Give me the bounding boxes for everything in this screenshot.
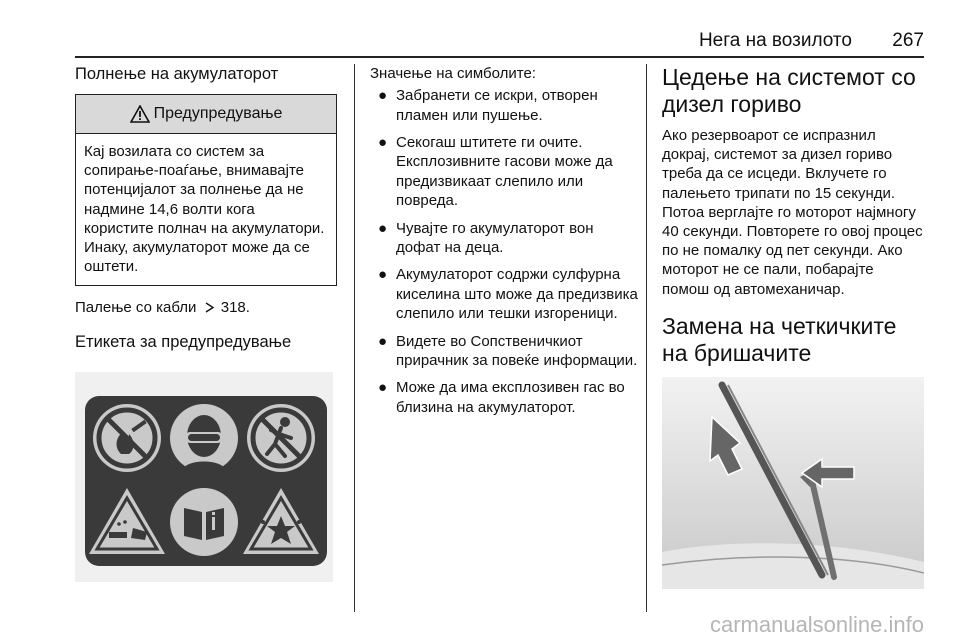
list-item: ● Акумулаторот содржи сулфурна киселина што може да предизвика слепило или тешки изгореници. (378, 266, 638, 323)
battery-warning-label-image (75, 372, 333, 582)
bullet-icon: ● (378, 332, 388, 350)
diesel-bleeding-text: Ако резервоарот се испразнил докрај, системот за дизел гориво треба да се исцеди. Вклучете го палењето трипати по 15 секунди. Потоа верглајте го моторот најмногу 40 секунди. Повторете го овој процес по не помалку од пет секунди. Ако моторот не се пали, побарајте помош од автомеханичар. (662, 127, 923, 298)
warning-box (75, 94, 337, 286)
section-heading-diesel-bleeding: Цедење на системот со дизел гориво (662, 64, 916, 117)
middle-column (370, 64, 638, 425)
bullet-icon: ● (378, 379, 388, 397)
list-item: ● Видете во Сопственичкиот прирачник за повеќе информации. (378, 332, 638, 370)
wiper-blade-replacement-image (662, 377, 924, 589)
page-number: 267 (892, 30, 924, 51)
symbol-meaning-list (370, 86, 638, 417)
bullet-icon: ● (378, 87, 388, 105)
warning-triangle-icon (130, 105, 150, 123)
right-column (662, 64, 924, 594)
column-divider-1 (354, 64, 355, 612)
warning-header (76, 95, 336, 134)
bullet-icon: ● (378, 219, 388, 237)
section-heading-wiper-replacement: Замена на четкичките на бришачите (662, 312, 897, 366)
watermark: carmanualsonline.info (709, 612, 924, 637)
page-reference-arrow-icon (204, 302, 215, 313)
left-column (75, 64, 337, 587)
symbols-intro: Значење на симболите: (370, 65, 536, 82)
section-heading-battery-charging: Полнење на акумулаторот (75, 65, 279, 83)
jump-start-page-link[interactable]: 318. (220, 299, 250, 317)
no-flame-symbol-icon (93, 404, 161, 472)
bullet-icon: ● (378, 134, 388, 152)
list-item: ● Секогаш штитете ги очите. Експлозивните гасови може да предизвикаат слепило или повреда. (378, 134, 613, 210)
list-item: ● Чувајте го акумулаторот вон дофат на деца. (378, 219, 594, 257)
jump-start-reference (75, 298, 337, 317)
read-manual-symbol-icon (170, 488, 238, 556)
list-item: ● Забранети се искри, отворен пламен или пушење. (378, 87, 598, 124)
bullet-icon: ● (378, 266, 388, 284)
eye-protection-symbol-icon (170, 404, 238, 472)
section-heading-warning-label: Етикета за предупредување (75, 332, 292, 351)
list-item: ● Може да има експлозивен гас во близина на акумулаторот. (378, 379, 625, 416)
warning-title: Предупредување (153, 105, 283, 122)
jump-start-text: Палење со кабли (75, 299, 197, 317)
keep-children-away-symbol-icon (247, 404, 315, 472)
warning-text: Кај возилата со систем за сопирање-поаѓање, внимавајте потенцијалот за полнење да не надмине 14,6 волти кога користите полнач на акумулатори. Инаку, акумулаторот може да се оштети. (84, 143, 325, 276)
header-rule (75, 56, 924, 58)
column-divider-2 (646, 64, 647, 612)
running-header-title: Нега на возилото (698, 30, 852, 51)
